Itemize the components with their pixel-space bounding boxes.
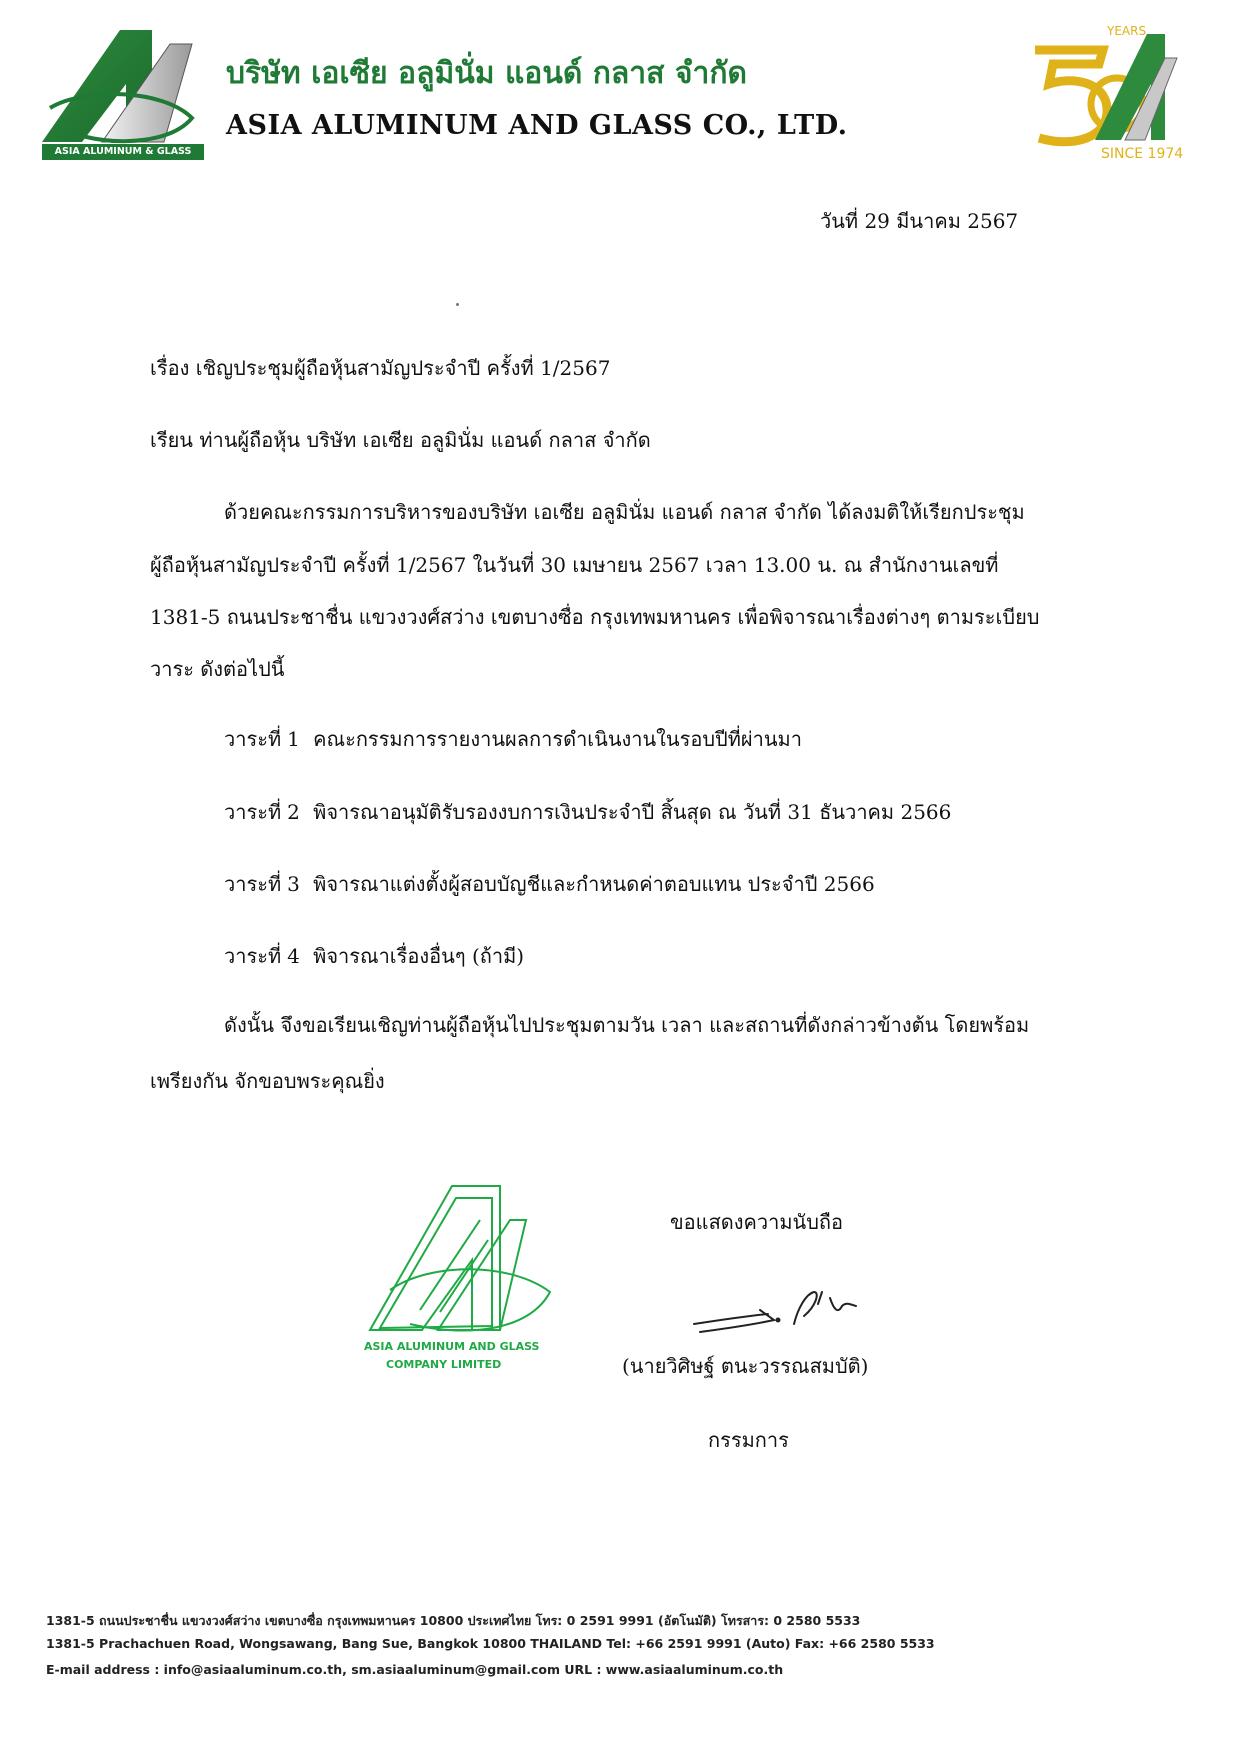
letter-date: วันที่ 29 มีนาคม 2567 [820, 209, 1019, 233]
letter-recipient: เรียน ท่านผู้ถือหุ้น บริษัท เอเซีย อลูมินั่ม แอนด์ กลาส จำกัด [150, 428, 651, 452]
anniversary-years-label: YEARS [1107, 24, 1147, 38]
signer-title: กรรมการ [708, 1428, 789, 1452]
closing-phrase: ขอแสดงความนับถือ [670, 1210, 844, 1234]
agenda-label: วาระที่ [224, 800, 282, 824]
agenda-number: 1 [287, 727, 300, 751]
agenda-label: วาระที่ [224, 872, 282, 896]
letter-subject: เรื่อง เชิญประชุมผู้ถือหุ้นสามัญประจำปี ครั้งที่ 1/2567 [150, 356, 611, 380]
agenda-label: วาระที่ [224, 727, 282, 751]
agenda-number: 4 [287, 944, 300, 968]
company-name-thai: บริษัท เอเซีย อลูมินั่ม แอนด์ กลาส จำกัด [226, 56, 747, 91]
paragraph-2-line-2: เพรียงกัน จักขอบพระคุณยิ่ง [150, 1069, 385, 1093]
agenda-label: วาระที่ [224, 944, 282, 968]
company-name-english: ASIA ALUMINUM AND GLASS CO., LTD. [226, 110, 848, 141]
logo-caption: ASIA ALUMINUM & GLASS [54, 146, 192, 157]
company-stamp [360, 1180, 565, 1380]
paragraph-1-line-3: 1381-5 ถนนประชาชื่น แขวงวงศ์สว่าง เขตบางซื่อ กรุงเทพมหานคร เพื่อพิจารณาเรื่องต่างๆ ตามระเบียบ [150, 605, 1040, 629]
agenda-text: พิจารณาอนุมัติรับรองงบการเงินประจำปี สิ้นสุด ณ วันที่ 31 ธันวาคม 2566 [313, 800, 952, 824]
footer-address-english: 1381-5 Prachachuen Road, Wongsawang, Bang Sue, Bangkok 10800 THAILAND Tel: +66 2591 9991 (Auto) Fax: +66 2580 5533 [46, 1636, 935, 1651]
handwritten-signature [690, 1280, 865, 1340]
agenda-item [224, 723, 802, 755]
agenda-text: พิจารณาแต่งตั้งผู้สอบบัญชีและกำหนดค่าตอบแทน ประจำปี 2566 [313, 872, 875, 896]
agenda-text: พิจารณาเรื่องอื่นๆ (ถ้ามี) [313, 944, 525, 968]
stamp-text-line-1: ASIA ALUMINUM AND GLASS [364, 1340, 540, 1353]
paragraph-2-line-1: ดังนั้น จึงขอเรียนเชิญท่านผู้ถือหุ้นไปประชุมตามวัน เวลา และสถานที่ดังกล่าวข้างต้น โดยพร้อม [224, 1013, 1030, 1037]
agenda-text: คณะกรรมการรายงานผลการดำเนินงานในรอบปีที่ผ่านมา [313, 727, 802, 751]
agenda-item [224, 940, 524, 972]
agenda-number: 3 [287, 872, 300, 896]
footer-contact: E-mail address : info@asiaaluminum.co.th, sm.asiaaluminum@gmail.com URL : www.asiaaluminum.co.th [46, 1662, 784, 1677]
agenda-item [224, 796, 951, 828]
paragraph-1-line-2: ผู้ถือหุ้นสามัญประจำปี ครั้งที่ 1/2567 ในวันที่ 30 เมษายน 2567 เวลา 13.00 น. ณ สำนักงานเลขที่ [150, 553, 999, 577]
footer-address-thai: 1381-5 ถนนประชาชื่น แขวงวงศ์สว่าง เขตบางซื่อ กรุงเทพมหานคร 10800 ประเทศไทย โทร: 0 2591 9991 (อัตโนมัติ) โทรสาร: 0 2580 5533 [46, 1613, 861, 1628]
anniversary-logo [1025, 20, 1185, 168]
signer-name: (นายวิศิษฐ์ ตนะวรรณสมบัติ) [622, 1354, 869, 1378]
paragraph-1-line-4: วาระ ดังต่อไปนี้ [150, 657, 285, 681]
agenda-item [224, 868, 875, 900]
stamp-text-line-2: COMPANY LIMITED [386, 1358, 502, 1371]
paragraph-1-line-1: ด้วยคณะกรรมการบริหารของบริษัท เอเซีย อลูมินั่ม แอนด์ กลาส จำกัด ได้ลงมติให้เรียกประชุม [224, 500, 1025, 524]
scan-dot [456, 303, 459, 306]
agenda-number: 2 [287, 800, 300, 824]
company-logo [42, 30, 204, 166]
anniversary-since: SINCE 1974 [1101, 146, 1184, 162]
